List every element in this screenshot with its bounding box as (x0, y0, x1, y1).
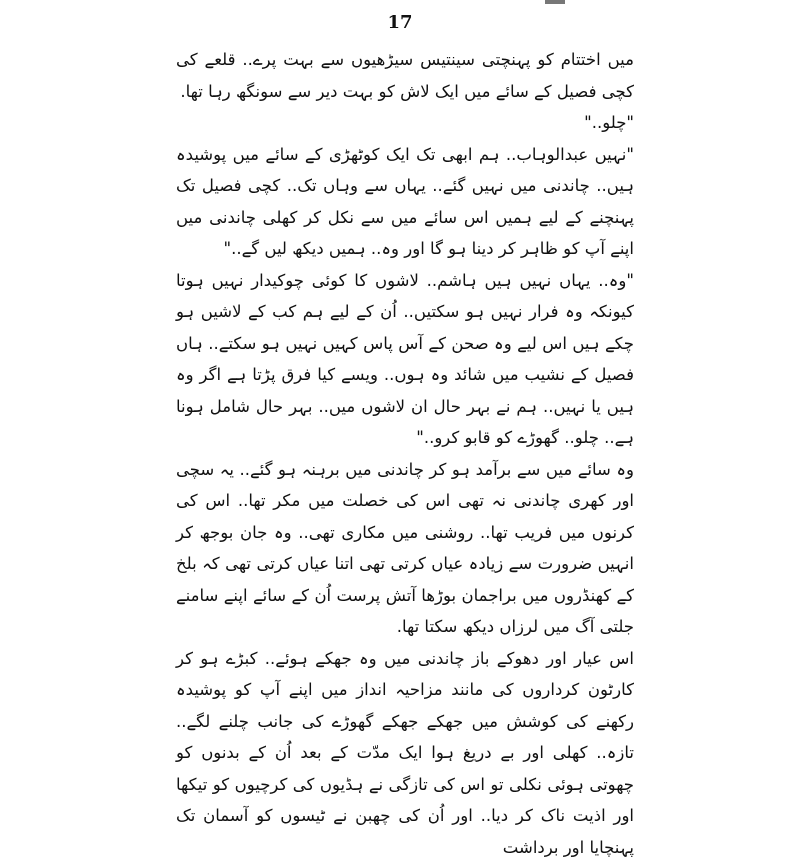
scan-edge-mark (545, 0, 565, 4)
paragraph-6: اس عیار اور دھوکے باز چاندنی میں وہ جھکے ہوئے.. کبڑے ہو کر کارٹون کرداروں کی مانند مزاحیہ انداز میں اپنے آپ کو پوشیدہ رکھنے کی کوشش میں جھکے جھکے گھوڑے کی جانب چلنے لگے.. تازہ.. کھلی اور بے دریغ ہوا ایک مدّت کے بعد اُن کے بدنوں کو چھوتی ہوئی نکلی تو اس کی تازگی نے ہڈیوں کی کرچیوں کو تیکھا اور اذیت ناک کر دیا.. اور اُن کی چھبن نے ٹیسوں کو آسمان تک پہنچایا اور برداشت (176, 643, 634, 863)
paragraph-5: وہ سائے میں سے برآمد ہو کر چاندنی میں برہنہ ہو گئے.. یہ سچی اور کھری چاندنی نہ تھی اس کی خصلت میں مکر تھا.. اس کی کرنوں میں فریب تھا.. روشنی میں مکاری تھی.. وہ جان بوجھ کر انہیں ضرورت سے زیادہ عیاں کرتی تھی اتنا عیاں کرتی تھی کہ بلخ کے کھنڈروں میں براجمان بوڑھا آتش پرست اُن کے سائے اپنے سامنے جلتی آگ میں لرزاں دیکھ سکتا تھا. (176, 454, 634, 643)
paragraph-2: "چلو.." (176, 107, 634, 139)
paragraph-3: "نہیں عبدالوہاب.. ہم ابھی تک ایک کوٹھڑی کے سائے میں پوشیدہ ہیں.. چاندنی میں نہیں گئے.. یہاں سے وہاں تک.. کچی فصیل تک پہنچنے کے لیے ہمیں اس سائے میں سے نکل کر کھلی چاندنی میں اپنے آپ کو ظاہر کر دینا ہو گا اور وہ.. ہمیں دیکھ لیں گے.." (176, 139, 634, 265)
body-text (176, 44, 634, 863)
paragraph-1: میں اختتام کو پہنچتی سینتیس سیڑھیوں سے بہت پرے.. قلعے کی کچی فصیل کے سائے میں ایک لاش کو بہت دیر سے سونگھ رہا تھا. (176, 44, 634, 107)
page-number: 17 (0, 12, 800, 33)
paragraph-4: "وہ.. یہاں نہیں ہیں ہاشم.. لاشوں کا کوئی چوکیدار نہیں ہوتا کیونکہ وہ فرار نہیں ہو سکتیں.. اُن کے لیے ہم کب کے لاشیں ہو چکے ہیں اس لیے وہ صحن کے آس پاس کہیں نہیں ہو سکتے.. ہاں فصیل کے نشیب میں شائد وہ ہوں.. ویسے کیا فرق پڑتا ہے اگر وہ ہیں یا نہیں.. ہم نے بہر حال ان لاشوں میں.. بہر حال شامل ہونا ہے.. چلو.. گھوڑے کو قابو کرو.." (176, 265, 634, 454)
